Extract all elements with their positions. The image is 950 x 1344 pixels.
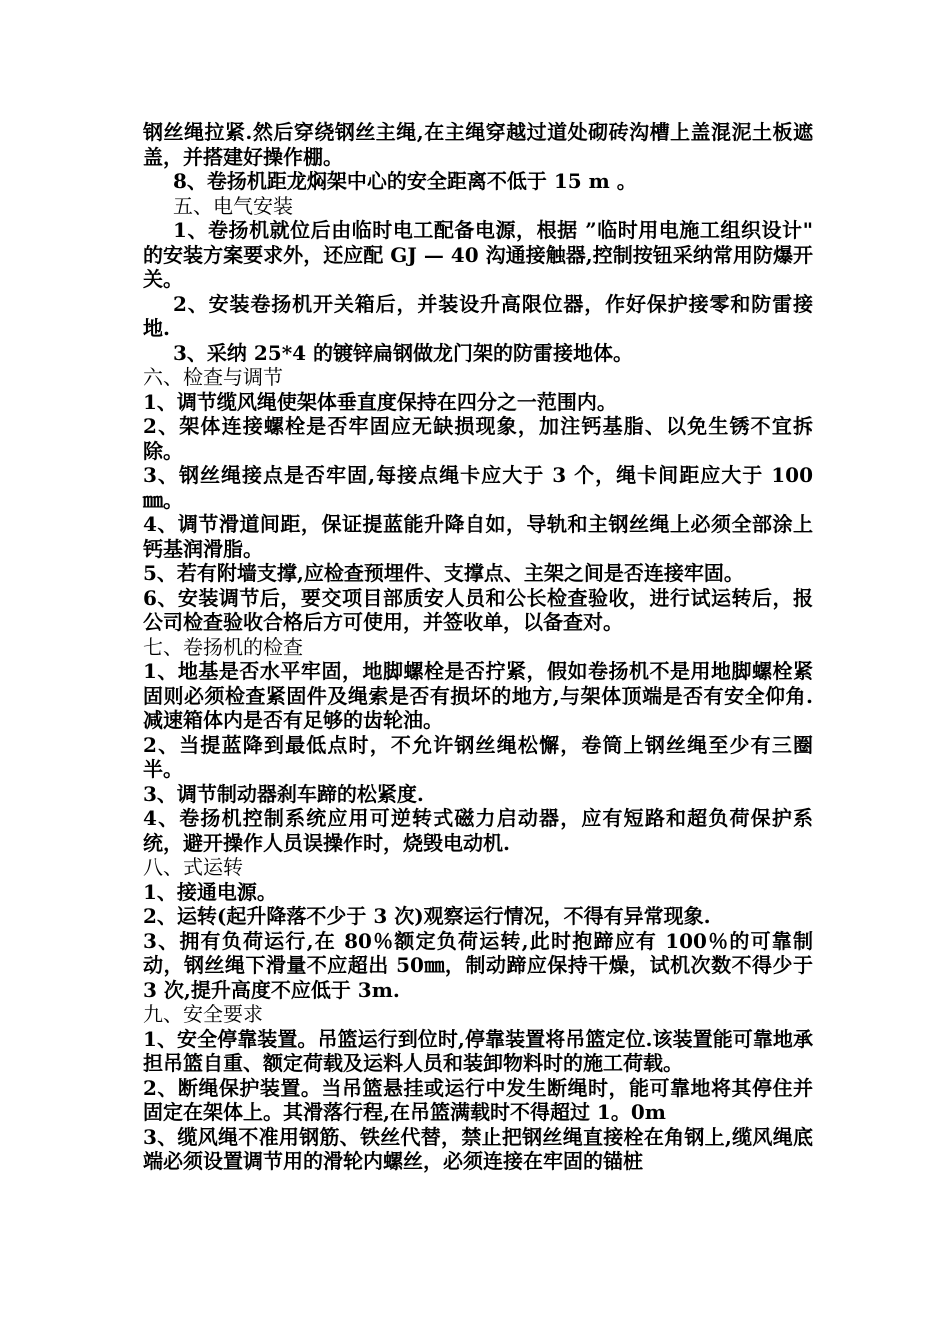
paragraph-electrical-1: 1、卷扬机就位后由临时电工配备电源，根据 ”临时用电施工组织设计" 的安装方案要求外，还应配 GJ — 40 沟通接触器,控制按钮采纳常用防爆开关。 bbox=[143, 218, 813, 291]
section-heading-electrical: 五、电气安装 bbox=[173, 193, 293, 218]
paragraph-safety-2: 2、断绳保护装置。当吊篮悬挂或运行中发生断绳时，能可靠地将其停住并固定在架体上。其滑落行程,在吊篮满载时不得超过 1。0m bbox=[143, 1075, 813, 1124]
paragraph-inspection-3: 3、钢丝绳接点是否牢固,每接点绳卡应大于 3 个，绳卡间距应大于 100㎜。 bbox=[143, 463, 813, 512]
paragraph-inspection-6: 6、安装调节后，要交项目部质安人员和公长检查验收，进行试运转后，报公司检查验收合格后方可使用，并签收单，以备查对。 bbox=[143, 585, 813, 634]
paragraph-winch-3: 3、调节制动器刹车蹄的松紧度. bbox=[143, 781, 424, 806]
section-heading-winch-check: 七、卷扬机的检查 bbox=[143, 634, 303, 659]
paragraph-trial-1: 1、接通电源。 bbox=[143, 879, 277, 904]
paragraph-trial-2: 2、运转(起升降落不少于 3 次)观察运行情况，不得有异常现象. bbox=[143, 904, 711, 928]
section-heading-trial-run: 八、式运转 bbox=[143, 855, 243, 879]
paragraph-inspection-1: 1、调节缆风绳使架体垂直度保持在四分之一范围内。 bbox=[143, 389, 617, 414]
paragraph-safety-1: 1、安全停靠装置。吊篮运行到位时,停靠装置将吊篮定位.该装置能可靠地承担吊篮自重、额定荷载及运料人员和装卸物料时的施工荷载。 bbox=[143, 1026, 813, 1075]
document-body bbox=[143, 120, 813, 1174]
paragraph-continuation: 钢丝绳拉紧.然后穿绕钢丝主绳,在主绳穿越过道处砌砖沟槽上盖混泥土板遮盖，并搭建好操作棚。 bbox=[143, 120, 813, 169]
paragraph-inspection-5: 5、若有附墙支撑,应检查预埋件、支撑点、主架之间是否连接牢固。 bbox=[143, 561, 744, 585]
paragraph-inspection-2: 2、架体连接螺栓是否牢固应无缺损现象，加注钙基脂、以免生锈不宜拆除。 bbox=[143, 414, 813, 463]
paragraph-winch-4: 4、卷扬机控制系统应用可逆转式磁力启动器，应有短路和超负荷保护系统，避开操作人员误操作时，烧毁电动机. bbox=[143, 806, 813, 855]
paragraph-safety-3: 3、缆风绳不准用钢筋、铁丝代替，禁止把钢丝绳直接栓在角钢上,缆风绳底端必须设置调节用的滑轮内螺丝，必须连接在牢固的锚桩 bbox=[143, 1124, 813, 1173]
section-heading-inspection: 六、检查与调节 bbox=[143, 365, 283, 389]
paragraph-winch-1: 1、地基是否水平牢固，地脚螺栓是否拧紧，假如卷扬机不是用地脚螺栓紧固则必须检查紧固件及绳索是否有损坏的地方,与架体顶端是否有安全仰角.减速箱体内是否有足够的齿轮油。 bbox=[143, 659, 813, 732]
paragraph-item-8: 8、卷扬机距龙焖架中心的安全距离不低于 15 m 。 bbox=[173, 169, 637, 193]
paragraph-inspection-4: 4、调节滑道间距，保证提蓝能升降自如，导轨和主钢丝绳上必须全部涂上钙基润滑脂。 bbox=[143, 512, 813, 561]
paragraph-trial-3: 3、拥有负荷运行,在 80％额定负荷运转,此时抱蹄应有 100％的可靠制动，钢丝绳下滑量不应超出 50㎜，制动蹄应保持干燥，试机次数不得少于 3 次,提升高度不应低于 3m. bbox=[143, 928, 813, 1002]
paragraph-winch-2: 2、当提蓝降到最低点时，不允许钢丝绳松懈，卷筒上钢丝绳至少有三圈半。 bbox=[143, 732, 813, 781]
paragraph-electrical-3: 3、采纳 25*4 的镀锌扁钢做龙门架的防雷接地体。 bbox=[173, 340, 634, 365]
section-heading-safety: 九、安全要求 bbox=[143, 1002, 263, 1026]
paragraph-electrical-2: 2、安装卷扬机开关箱后，并装设升高限位器，作好保护接零和防雷接地. bbox=[143, 291, 813, 340]
